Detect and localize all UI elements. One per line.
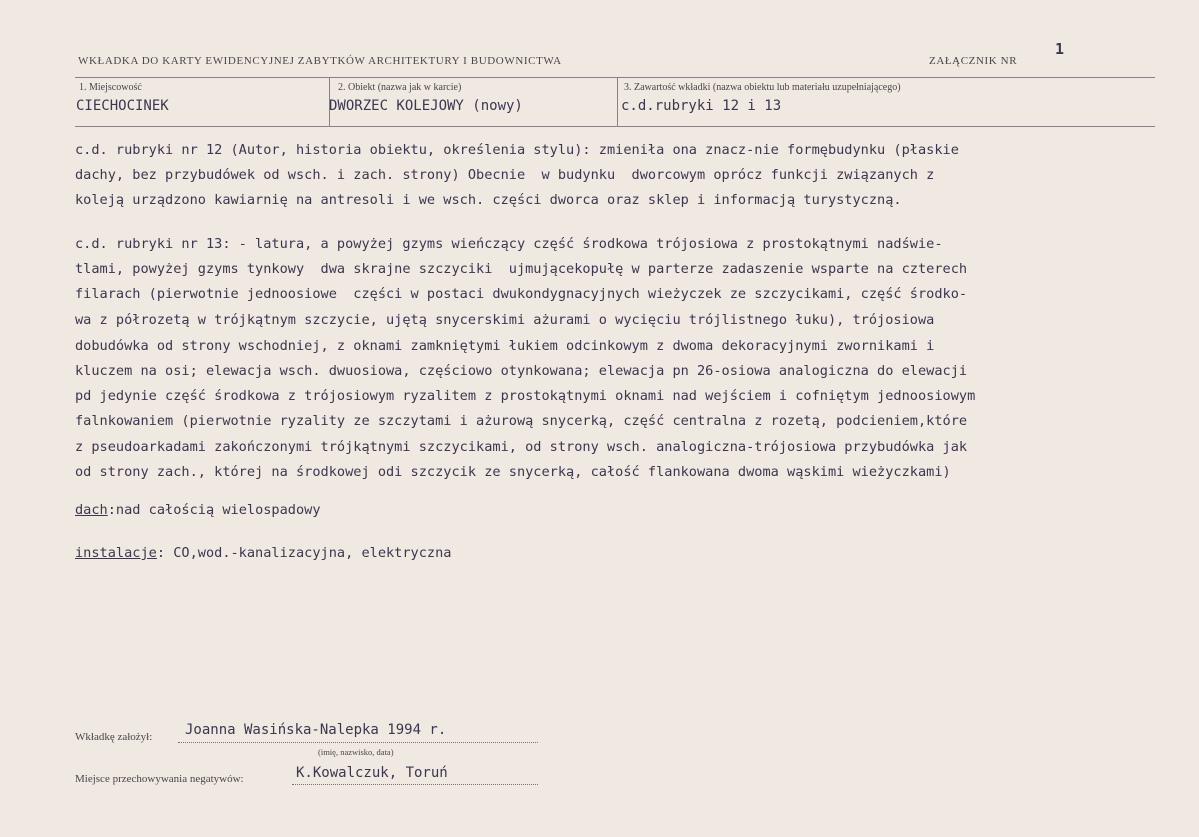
field-content-value: c.d.rubryki 12 i 13 (621, 98, 782, 114)
paragraph-13-line: kluczem na osi; elewacja wsch. dwuosiowa, częściowo otynkowana; elewacja pn 26-osiowa analogiczna do elewacji (75, 363, 968, 379)
roof-value: :nad całością wielospadowy (107, 502, 321, 518)
negatives-value: K.Kowalczuk, Toruń (296, 765, 448, 781)
column-divider-2 (617, 77, 618, 126)
field-object-value: DWORZEC KOLEJOWY (nowy) (329, 98, 523, 114)
author-dotted-line (178, 742, 538, 743)
field-content-label: 3. Zawartość wkładki (nazwa obiektu lub materiału uzupełniającego) (624, 82, 901, 93)
field-locality-value: CIECHOCINEK (76, 98, 169, 114)
paragraph-13-line: z pseudoarkadami zakończonymi trójkątnymi szczycikami, od strony wsch. analogiczna-trójosiowa przybudówka jak (75, 439, 968, 455)
field-locality-label: 1. Miejscowość (79, 82, 142, 93)
installations-label: instalacje (75, 545, 157, 561)
table-bottom-rule (75, 126, 1155, 127)
negatives-label: Miejsce przechowywania negatywów: (75, 773, 244, 785)
roof-line (75, 502, 321, 518)
author-hint: (imię, nazwisko, data) (318, 747, 394, 757)
field-object-label: 2. Obiekt (nazwa jak w karcie) (338, 82, 462, 93)
installations-value: : CO,wod.-kanalizacyjna, elektryczna (156, 545, 452, 561)
attachment-number: 1 (1055, 40, 1065, 58)
paragraph-13-line: pd jedynie część środkowa z trójosiowym ryzalitem z prostokątnymi oknami nad wejściem i cofniętym jednoosiowym (75, 388, 976, 404)
attachment-label: ZAŁĄCZNIK NR (929, 55, 1018, 67)
table-top-rule (75, 77, 1155, 78)
paragraph-13-line: c.d. rubryki nr 13: - latura, a powyżej gzyms wieńczący część środkowa trójosiowa z prostokątnymi nadświe- (75, 236, 943, 252)
paragraph-13-line: tlami, powyżej gzyms tynkowy dwa skrajne szczyciki ujmującekopułę w parterze zadaszenie wsparte na czterech (75, 261, 968, 277)
card-title: WKŁADKA DO KARTY EWIDENCYJNEJ ZABYTKÓW ARCHITEKTURY I BUDOWNICTWA (78, 55, 562, 67)
paragraph-13-line: falnkowaniem (pierwotnie ryzality ze szczytami i ażurową snycerką, część centralna z rozetą, podcieniem,które (75, 413, 968, 429)
paragraph-13-line: filarach (pierwotnie jednoosiowe części w postaci dwukondygnacyjnych wieżyczek ze szczycikami, część środko- (75, 286, 968, 302)
paragraph-13-line: dobudówka od strony wschodniej, z oknami zamkniętymi łukiem odcinkowym z dwoma dekoracyjnymi zwornikami i (75, 338, 935, 354)
author-label: Wkładkę założył: (75, 731, 153, 743)
paragraph-12-line: dachy, bez przybudówek od wsch. i zach. strony) Obecnie w budynku dworcowym oprócz funkcji związanych z (75, 167, 935, 183)
paragraph-12-line: koleją urządzono kawiarnię na antresoli i we wsch. części dworca oraz sklep i informacją turystyczną. (75, 192, 902, 208)
author-value: Joanna Wasińska-Nalepka 1994 r. (185, 722, 447, 738)
paragraph-13-line: od strony zach., której na środkowej odi szczycik ze snycerką, całość flankowana dwoma wąskimi wieżyczkami) (75, 464, 951, 480)
negatives-dotted-line (292, 784, 538, 785)
paragraph-13-line: wa z półrozetą w trójkątnym szczycie, ujętą snycerskimi ażurami o wycięciu trójlistnego łuku), trójosiowa (75, 312, 935, 328)
installations-line (75, 545, 451, 561)
roof-label: dach (75, 502, 108, 518)
paragraph-12-line: c.d. rubryki nr 12 (Autor, historia obiektu, określenia stylu): zmieniła ona znacz-nie formębudynku (płaskie (75, 142, 959, 158)
